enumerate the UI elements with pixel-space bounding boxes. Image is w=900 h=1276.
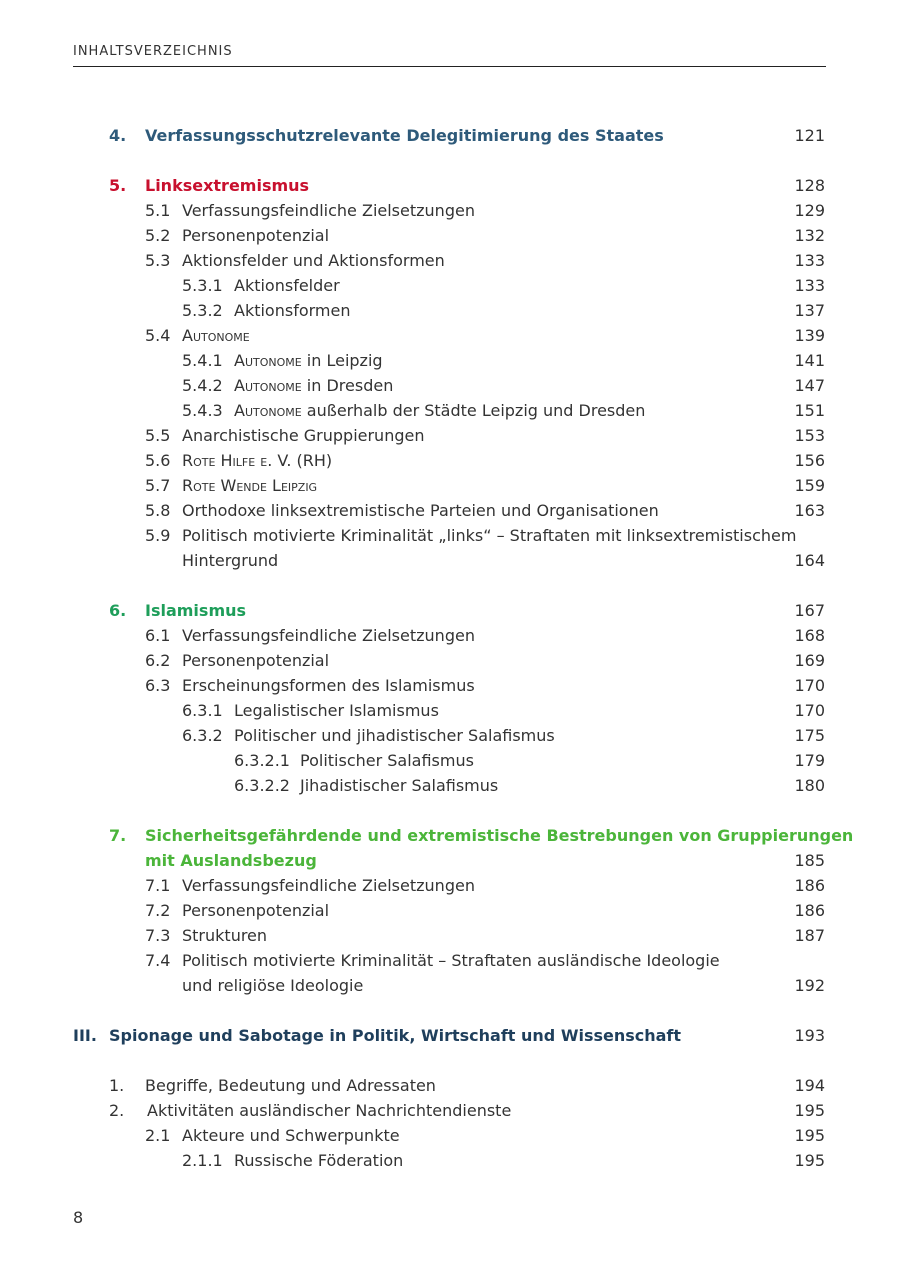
toc-entry-7-4-continued[interactable] <box>0 973 900 998</box>
toc-title: Personenpotenzial <box>182 901 330 920</box>
toc-page: 186 <box>794 901 825 920</box>
toc-number: 6.3.1 <box>182 701 223 720</box>
toc-entry-5-3-1[interactable] <box>0 273 900 298</box>
toc-entry-5-7[interactable] <box>0 473 900 498</box>
toc-number: 5.9 <box>145 526 171 545</box>
toc-number: 6.3.2.2 <box>234 776 290 795</box>
toc-page: 133 <box>794 251 825 270</box>
toc-page: 175 <box>794 726 825 745</box>
toc-title: Legalistischer Islamismus <box>234 701 439 720</box>
toc-entry-6[interactable] <box>0 598 900 623</box>
toc-title-line-2: mit Auslandsbezug <box>145 851 317 870</box>
toc-page: 137 <box>794 301 825 320</box>
toc-title: Aktionsfelder und Aktionsformen <box>182 251 445 270</box>
toc-page: 128 <box>794 176 825 195</box>
toc-title: Rote Wende Leipzig <box>182 476 318 495</box>
toc-title <box>182 448 332 473</box>
toc-title: Verfassungsfeindliche Zielsetzungen <box>182 876 475 895</box>
toc-title: Islamismus <box>145 601 247 620</box>
toc-page: 192 <box>794 976 825 995</box>
toc-page: 194 <box>794 1076 825 1095</box>
toc-number: 2.1.1 <box>182 1151 223 1170</box>
toc-title-line-1: Politisch motivierte Kriminalität „links“ – Straftaten mit linksextremistischem <box>182 526 797 545</box>
toc-number: 5.4.3 <box>182 401 223 420</box>
toc-title-smallcaps: Autonome <box>234 401 302 420</box>
toc-number: 6.1 <box>145 626 171 645</box>
header-title: INHALTSVERZEICHNIS <box>73 44 233 59</box>
toc-page: 156 <box>794 451 825 470</box>
toc-entry-III-2[interactable] <box>0 1098 900 1123</box>
toc-page: 168 <box>794 626 825 645</box>
toc-number: 5.6 <box>145 451 171 470</box>
toc-page: 170 <box>794 701 825 720</box>
toc-entry-III-2-1-1[interactable] <box>0 1148 900 1173</box>
page-number: 8 <box>73 1208 84 1227</box>
toc-page: 132 <box>794 226 825 245</box>
toc-entry-5-4-3[interactable] <box>0 398 900 423</box>
toc-number: 5.3 <box>145 251 171 270</box>
toc-title: Verfassungsfeindliche Zielsetzungen <box>182 201 475 220</box>
toc-entry-6-3-2-1[interactable] <box>0 748 900 773</box>
toc-page: 121 <box>794 126 825 145</box>
toc-page: 153 <box>794 426 825 445</box>
toc-entry-6-3[interactable] <box>0 673 900 698</box>
toc-title-line-2: Hintergrund <box>182 551 279 570</box>
toc-number: 6. <box>109 601 127 620</box>
toc-number: 5.2 <box>145 226 171 245</box>
toc-entry-7-4[interactable] <box>0 948 900 973</box>
toc-title: Erscheinungsformen des Islamismus <box>182 676 475 695</box>
toc-page: 164 <box>794 551 825 570</box>
toc-title-smallcaps: Rote Hilfe e. <box>182 451 273 470</box>
toc-page: 187 <box>794 926 825 945</box>
toc-entry-5[interactable] <box>0 173 900 198</box>
toc-title-smallcaps: Autonome <box>234 376 302 395</box>
toc-title: Personenpotenzial <box>182 651 330 670</box>
toc-entry-5-3[interactable] <box>0 248 900 273</box>
toc-title: Orthodoxe linksextremistische Parteien und Organisationen <box>182 501 659 520</box>
toc-title: Aktivitäten ausländischer Nachrichtendienste <box>147 1101 512 1120</box>
toc-title-line-2: und religiöse Ideologie <box>182 976 364 995</box>
toc-entry-5-5[interactable] <box>0 423 900 448</box>
toc-number: 1. <box>109 1076 125 1095</box>
toc-title-line-1: Sicherheitsgefährdende und extremistische Bestrebungen von Gruppierungen <box>145 826 854 845</box>
toc-title: Anarchistische Gruppierungen <box>182 426 425 445</box>
toc-title: Personenpotenzial <box>182 226 330 245</box>
toc-page: 195 <box>794 1101 825 1120</box>
toc-number: 5.3.1 <box>182 276 223 295</box>
toc-entry-7[interactable] <box>0 823 900 848</box>
toc-title: Aktionsformen <box>234 301 351 320</box>
toc-title-line-1: Politisch motivierte Kriminalität – Straftaten ausländische Ideologie <box>182 951 720 970</box>
toc-entry-7-3[interactable] <box>0 923 900 948</box>
toc-title-smallcaps: Autonome <box>234 351 302 370</box>
toc-entry-6-3-1[interactable] <box>0 698 900 723</box>
toc-number: 5. <box>109 176 127 195</box>
toc-page: 163 <box>794 501 825 520</box>
toc-page: 167 <box>794 601 825 620</box>
toc-number: 2.1 <box>145 1126 171 1145</box>
toc-title: Strukturen <box>182 926 268 945</box>
toc-title: Autonome <box>182 326 250 345</box>
toc-number: 5.4.1 <box>182 351 223 370</box>
toc-page: 195 <box>794 1126 825 1145</box>
toc-page: 147 <box>794 376 825 395</box>
toc-title <box>234 398 645 423</box>
toc-number: 7.2 <box>145 901 171 920</box>
toc-entry-5-9-continued[interactable] <box>0 548 900 573</box>
toc-title: Jihadistischer Salafismus <box>300 776 499 795</box>
toc-entry-5-4[interactable] <box>0 323 900 348</box>
toc-title-rest: in Dresden <box>301 376 394 395</box>
toc-title: Verfassungsfeindliche Zielsetzungen <box>182 626 475 645</box>
toc-page: 133 <box>794 276 825 295</box>
toc-number: III. <box>73 1026 97 1045</box>
toc-entry-5-6[interactable] <box>0 448 900 473</box>
toc-title: Russische Föderation <box>234 1151 404 1170</box>
toc-title: Verfassungsschutzrelevante Delegitimierung des Staates <box>145 126 664 145</box>
toc-entry-III-1[interactable] <box>0 1073 900 1098</box>
toc-page: 195 <box>794 1151 825 1170</box>
toc-page: 169 <box>794 651 825 670</box>
toc-number: 5.8 <box>145 501 171 520</box>
toc-page: 139 <box>794 326 825 345</box>
toc-page: 180 <box>794 776 825 795</box>
toc-title-rest: V. (RH) <box>272 451 333 470</box>
toc-number: 5.4.2 <box>182 376 223 395</box>
toc-page: 129 <box>794 201 825 220</box>
toc-entry-6-3-2[interactable] <box>0 723 900 748</box>
toc-number: 6.3.2.1 <box>234 751 290 770</box>
toc-page: 151 <box>794 401 825 420</box>
toc-title: Begriffe, Bedeutung und Adressaten <box>145 1076 436 1095</box>
toc-title: Aktionsfelder <box>234 276 340 295</box>
toc-number: 4. <box>109 126 127 145</box>
toc-number: 7.4 <box>145 951 171 970</box>
toc-number: 5.3.2 <box>182 301 223 320</box>
toc-entry-III-2-1[interactable] <box>0 1123 900 1148</box>
toc-entry-7-continued[interactable] <box>0 848 900 873</box>
toc-entry-5-1[interactable] <box>0 198 900 223</box>
toc-entry-5-2[interactable] <box>0 223 900 248</box>
toc-number: 6.2 <box>145 651 171 670</box>
toc-page: 159 <box>794 476 825 495</box>
toc-entry-5-4-1[interactable] <box>0 348 900 373</box>
toc-entry-III[interactable] <box>0 1023 900 1048</box>
toc-page: 193 <box>794 1026 825 1045</box>
toc-entry-6-2[interactable] <box>0 648 900 673</box>
toc-entry-5-8[interactable] <box>0 498 900 523</box>
toc-title-rest: außerhalb der Städte Leipzig und Dresden <box>301 401 646 420</box>
toc-page: 185 <box>794 851 825 870</box>
toc-title: Politischer und jihadistischer Salafismus <box>234 726 555 745</box>
running-header <box>73 44 826 67</box>
toc-number: 6.3 <box>145 676 171 695</box>
toc-entry-6-3-2-2[interactable] <box>0 773 900 798</box>
toc-entry-7-1[interactable] <box>0 873 900 898</box>
toc-entry-4[interactable] <box>0 123 900 148</box>
toc-number: 6.3.2 <box>182 726 223 745</box>
toc-title: Spionage und Sabotage in Politik, Wirtschaft und Wissenschaft <box>109 1026 682 1045</box>
toc-entry-5-9[interactable] <box>0 523 900 548</box>
toc-title: Akteure und Schwerpunkte <box>182 1126 400 1145</box>
toc-number: 5.4 <box>145 326 171 345</box>
toc-title: Linksextremismus <box>145 176 310 195</box>
toc-title <box>234 373 393 398</box>
toc-page: 186 <box>794 876 825 895</box>
toc-entry-5-4-2[interactable] <box>0 373 900 398</box>
toc-number: 7.3 <box>145 926 171 945</box>
toc-number: 5.5 <box>145 426 171 445</box>
toc-title: Politischer Salafismus <box>300 751 474 770</box>
toc-number: 7.1 <box>145 876 171 895</box>
toc-number: 5.1 <box>145 201 171 220</box>
toc-number: 5.7 <box>145 476 171 495</box>
toc-page: 170 <box>794 676 825 695</box>
toc-entry-5-3-2[interactable] <box>0 298 900 323</box>
toc-number: 2. <box>109 1101 125 1120</box>
toc-title <box>234 348 383 373</box>
toc-page: 141 <box>794 351 825 370</box>
toc-entry-6-1[interactable] <box>0 623 900 648</box>
toc-entry-7-2[interactable] <box>0 898 900 923</box>
toc-number: 7. <box>109 826 127 845</box>
toc-title-rest: in Leipzig <box>301 351 383 370</box>
toc-page: 179 <box>794 751 825 770</box>
